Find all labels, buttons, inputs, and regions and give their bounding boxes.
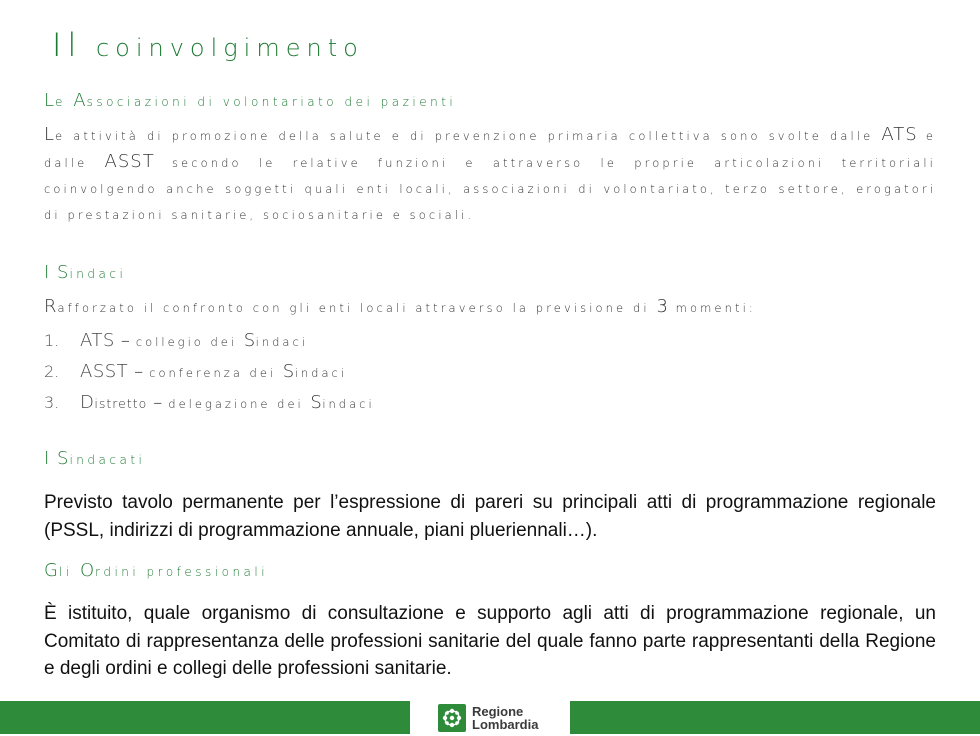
list-text-end: indaci xyxy=(294,366,348,380)
paragraph-associazioni xyxy=(44,122,936,228)
heading-associazioni xyxy=(44,90,456,111)
list-abbr-rest: istretto xyxy=(94,396,148,411)
sindaci-list xyxy=(44,325,744,418)
heading-sindacati-cap: I S xyxy=(44,448,70,469)
list-text: delegazione dei xyxy=(168,397,311,411)
heading-ordini-cap1: G xyxy=(44,560,59,581)
logo-line-1: Regione xyxy=(472,703,524,719)
heading-ordini-r2: rdini professionali xyxy=(95,565,269,579)
list-item xyxy=(44,325,744,356)
intro-r1: afforzato il confronto con gli enti locali attraverso la previsione di xyxy=(57,301,657,315)
rosa-camuna-icon xyxy=(438,704,466,732)
para-cap: L xyxy=(44,124,56,145)
title-rest: coinvolgimento xyxy=(82,34,364,62)
paragraph-sindacati: Previsto tavolo permanente per l’espressione di pareri su principali atti di programmazione regionale (PSSL, indirizzi di programmazione annuale, piani plueriennali…). xyxy=(44,492,936,541)
para-ats: ATS xyxy=(881,124,918,145)
heading-sindacati-rest: indacati xyxy=(69,453,146,467)
heading-associazioni-cap2: A xyxy=(73,90,87,111)
list-text-end: indaci xyxy=(322,397,375,411)
heading-sindaci xyxy=(44,262,126,283)
heading-sindaci-cap: I S xyxy=(44,262,70,283)
list-number: 3. xyxy=(44,393,60,412)
heading-associazioni-r2: ssociazioni di volontariato dei pazienti xyxy=(86,95,457,109)
list-text: collegio dei xyxy=(135,335,244,349)
list-item xyxy=(44,356,744,387)
slide-title xyxy=(52,26,364,64)
list-abbr: D xyxy=(80,392,95,413)
para-asst: ASST xyxy=(104,151,155,172)
regione-lombardia-rosa-camuna-icon xyxy=(438,704,466,732)
paragraph-ordini: È istituito, quale organismo di consultazione e supporto agli atti di programmazione regionale, un Comitato di rappresentanza delle professioni sanitarie del quale fanno parte rappresentanti della Regione e degli ordini e collegi delle professioni sanitarie. xyxy=(44,603,936,679)
intro-sindaci xyxy=(44,294,936,321)
list-number: 1. xyxy=(44,331,60,350)
intro-cap: R xyxy=(44,296,58,317)
para-r2: e dalle xyxy=(44,129,936,170)
list-abbr: ATS xyxy=(80,330,115,351)
heading-ordini-r1: li xyxy=(58,565,80,579)
list-text-end: indaci xyxy=(255,335,308,349)
list-cap: S xyxy=(310,392,323,413)
heading-associazioni-r1: e xyxy=(55,95,74,109)
regione-lombardia-logo xyxy=(438,701,538,734)
intro-num: 3 xyxy=(656,296,669,317)
heading-sindacati xyxy=(44,448,145,469)
para-r3: secondo le relative funzioni e attraverso le proprie articolazioni territoriali coinvolgendo anche soggetti quali enti locali, associazioni di volontariato, terzo settore, erogatori di prestazioni sanitarie, sociosanitarie e sociali. xyxy=(44,156,936,222)
list-cap: S xyxy=(282,361,295,382)
list-cap: S xyxy=(243,330,256,351)
list-dash: – xyxy=(120,330,130,351)
list-item xyxy=(44,387,744,418)
list-text: conferenza dei xyxy=(149,366,283,380)
title-initial: Il xyxy=(52,26,83,64)
para-r1: e attività di promozione della salute e di prevenzione primaria collettiva sono svolte dalle xyxy=(55,129,882,143)
list-abbr: ASST xyxy=(80,361,129,382)
list-number: 2. xyxy=(44,362,60,381)
heading-associazioni-cap1: L xyxy=(44,90,56,111)
footer-bar-right xyxy=(570,701,980,734)
list-dash: – xyxy=(134,361,144,382)
heading-ordini xyxy=(44,560,268,581)
heading-ordini-cap2: O xyxy=(79,560,96,581)
intro-r2: momenti: xyxy=(668,301,756,315)
logo-line-2: Lombardia xyxy=(472,716,539,732)
heading-sindaci-rest: indaci xyxy=(69,267,127,281)
logo-text xyxy=(472,705,538,731)
footer-bar-left xyxy=(0,701,410,734)
list-dash: – xyxy=(153,392,163,413)
